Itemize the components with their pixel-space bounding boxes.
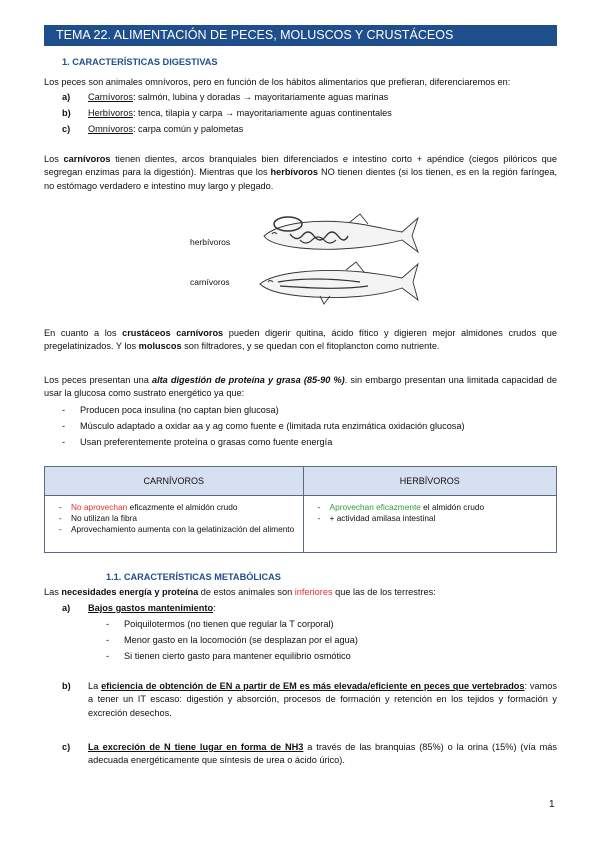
item-text: : salmón, lubina y doradas → mayoritariamente aguas marinas xyxy=(132,92,389,102)
text-run: pueden digerir quitina, ácido fítico y digieren mejor almidones crudos que pregelatinizados. Y los xyxy=(44,328,557,352)
term-omnivoros: Omnívoros xyxy=(88,124,133,134)
bullet-item xyxy=(62,404,279,417)
text-run: . sin embargo presentan una limitada capacidad de usar la glucosa como sustrato energético ya que: xyxy=(44,375,557,399)
bullet-text: Usan preferentemente proteína o grasas como fuente energía xyxy=(80,437,333,447)
list-marker: b) xyxy=(62,108,71,118)
sub-bullet xyxy=(106,650,351,663)
bold-necesidades: necesidades energía y proteína xyxy=(61,587,199,597)
list-item-excrecion xyxy=(62,741,557,768)
digestion-paragraph xyxy=(44,374,557,401)
item-text: : tenca, tilapia y carpa → mayoritariamente aguas continentales xyxy=(132,108,392,118)
bullet-dash: - xyxy=(106,651,110,661)
bullet-text: Si tienen cierto gasto para mantener equilibrio osmótico xyxy=(124,651,351,661)
bullet-dash: - xyxy=(317,502,321,512)
bullet-dash: - xyxy=(106,635,110,645)
item-text: : carpa común y palometas xyxy=(132,124,244,134)
carnivore-fish xyxy=(260,262,418,304)
list-item-carnivoros xyxy=(62,91,388,104)
cell-line xyxy=(59,502,297,513)
list-item-gastos xyxy=(62,602,216,615)
text-run: : xyxy=(213,603,216,613)
bullet-text: Producen poca insulina (no captan bien glucosa) xyxy=(80,405,279,415)
figure-label-herbivoros: herbívoros xyxy=(190,237,231,247)
table-header-herbivoros: HERBÍVOROS xyxy=(303,467,556,496)
text-run: Los xyxy=(44,154,64,164)
text-run: NO tienen dientes (si los tienen, es en la región faríngea, no estómago verdadero e intestino muy largo y plegado. xyxy=(44,167,557,191)
text-run: a través de las branquias (85%) o la orina (15%) (vía más adecuada energéticamente que síntesis de urea o ácido úrico). xyxy=(88,742,557,766)
table-header-row xyxy=(45,467,557,496)
red-inferiores: inferiores xyxy=(294,587,333,597)
list-marker: b) xyxy=(62,681,71,691)
term-herbivoros: Herbívoros xyxy=(88,108,133,118)
list-marker: c) xyxy=(62,742,71,752)
figure-label-carnivoros: carnívoros xyxy=(190,277,230,287)
bullet-item xyxy=(62,436,332,449)
cell-line xyxy=(59,513,297,524)
bullet-dash: - xyxy=(62,421,66,431)
crustaceans-paragraph xyxy=(44,327,557,354)
list-item-herbivoros xyxy=(62,107,392,120)
text-run: tienen dientes, arcos branquiales bien diferenciados e intestino corto + apéndice (ciegos pilóricos que segregan enzimas para la digestión). Mientras que los xyxy=(44,154,557,178)
sub-bullet xyxy=(106,618,334,631)
text-run: No utilizan la fibra xyxy=(71,513,137,524)
comparison-table xyxy=(44,466,557,553)
teeth-paragraph xyxy=(44,153,557,193)
list-item-eficiencia xyxy=(62,680,557,720)
bullet-dash: - xyxy=(59,502,62,512)
bullet-dash: - xyxy=(62,437,66,447)
bullet-dash: - xyxy=(59,513,62,524)
section-heading-metabolic: 1.1. CARACTERÍSTICAS METABÓLICAS xyxy=(106,572,281,582)
table-cell-carnivoros xyxy=(45,496,304,553)
text-run: de estos animales son xyxy=(198,587,295,597)
bullet-dash: - xyxy=(59,524,62,535)
term-excrecion: La excreción de N tiene lugar en forma de NH3 xyxy=(88,742,304,752)
term-eficiencia: eficiencia de obtención de EN a partir de EM es más elevada/eficiente en peces que vertebrados xyxy=(101,681,525,691)
text-run: : vamos a tener un IT escaso: digestión y absorción, procesos de formación y retención en los tejidos y formación y excreción desechos. xyxy=(88,681,557,718)
list-marker: a) xyxy=(62,603,71,613)
text-run: son filtradores, y se quedan con el fitoplancton como nutriente. xyxy=(181,341,440,352)
text-run: En cuanto a los xyxy=(44,328,123,338)
cell-line xyxy=(59,524,297,535)
bold-moluscos: moluscos xyxy=(138,341,182,352)
table-header-carnivoros: CARNÍVOROS xyxy=(45,467,304,496)
sub-bullet xyxy=(106,634,358,647)
text-run: Aprovechamiento aumenta con la gelatinización del alimento xyxy=(71,524,295,535)
text-run: eficazmente el almidón crudo xyxy=(127,502,238,512)
text-run: Las xyxy=(44,587,62,597)
list-item-omnivoros xyxy=(62,123,243,136)
page-number: 1 xyxy=(549,799,555,810)
title-banner: TEMA 22. ALIMENTACIÓN DE PECES, MOLUSCOS Y CRUSTÁCEOS xyxy=(44,25,557,46)
bullet-dash: - xyxy=(317,513,321,524)
bold-carnivoros: carnívoros xyxy=(63,154,111,164)
bullet-text: Músculo adaptado a oxidar aa y ag como fuente e (limitada ruta enzimática oxidación glucosa) xyxy=(80,421,465,431)
bold-herbivoros: herbívoros xyxy=(270,167,318,178)
bullet-text: Menor gasto en la locomoción (se desplazan por el agua) xyxy=(124,635,358,645)
bullet-dash: - xyxy=(62,405,66,415)
term-gastos: Bajos gastos mantenimiento xyxy=(88,603,214,613)
bullet-text: Poiquilotermos (no tienen que regular la T corporal) xyxy=(124,619,334,629)
text-run: que las de los terrestres: xyxy=(332,587,436,597)
text-run: La xyxy=(88,681,102,691)
section-heading-digestive: 1. CARACTERÍSTICAS DIGESTIVAS xyxy=(62,57,218,67)
cell-line xyxy=(318,502,550,513)
cell-line xyxy=(318,513,550,524)
red-text: No aprovechan xyxy=(71,502,128,512)
herbivore-fish xyxy=(264,214,418,252)
text-run: el almidón crudo xyxy=(420,502,485,512)
bullet-item xyxy=(62,420,465,433)
list-marker: c) xyxy=(62,124,71,134)
term-carnivoros: Carnívoros xyxy=(88,92,133,102)
text-run: + actividad amilasa intestinal xyxy=(329,513,436,524)
table-cell-herbivoros xyxy=(303,496,556,553)
metabolic-intro xyxy=(44,586,557,599)
emphasis-digestion: alta digestión de proteína y grasa (85-90 %) xyxy=(151,375,345,385)
list-marker: a) xyxy=(62,92,71,102)
text-run: Los peces presentan una xyxy=(44,375,152,385)
intro-paragraph: Los peces son animales omnívoros, pero en función de los hábitos alimentarios que prefieran, diferenciaremos en: xyxy=(44,77,511,87)
fish-anatomy-figure xyxy=(250,208,420,308)
green-text: Aprovechan eficazmente xyxy=(329,502,421,512)
bold-crustaceos: crustáceos carnívoros xyxy=(122,328,224,338)
table-row xyxy=(45,496,557,553)
bullet-dash: - xyxy=(106,619,110,629)
